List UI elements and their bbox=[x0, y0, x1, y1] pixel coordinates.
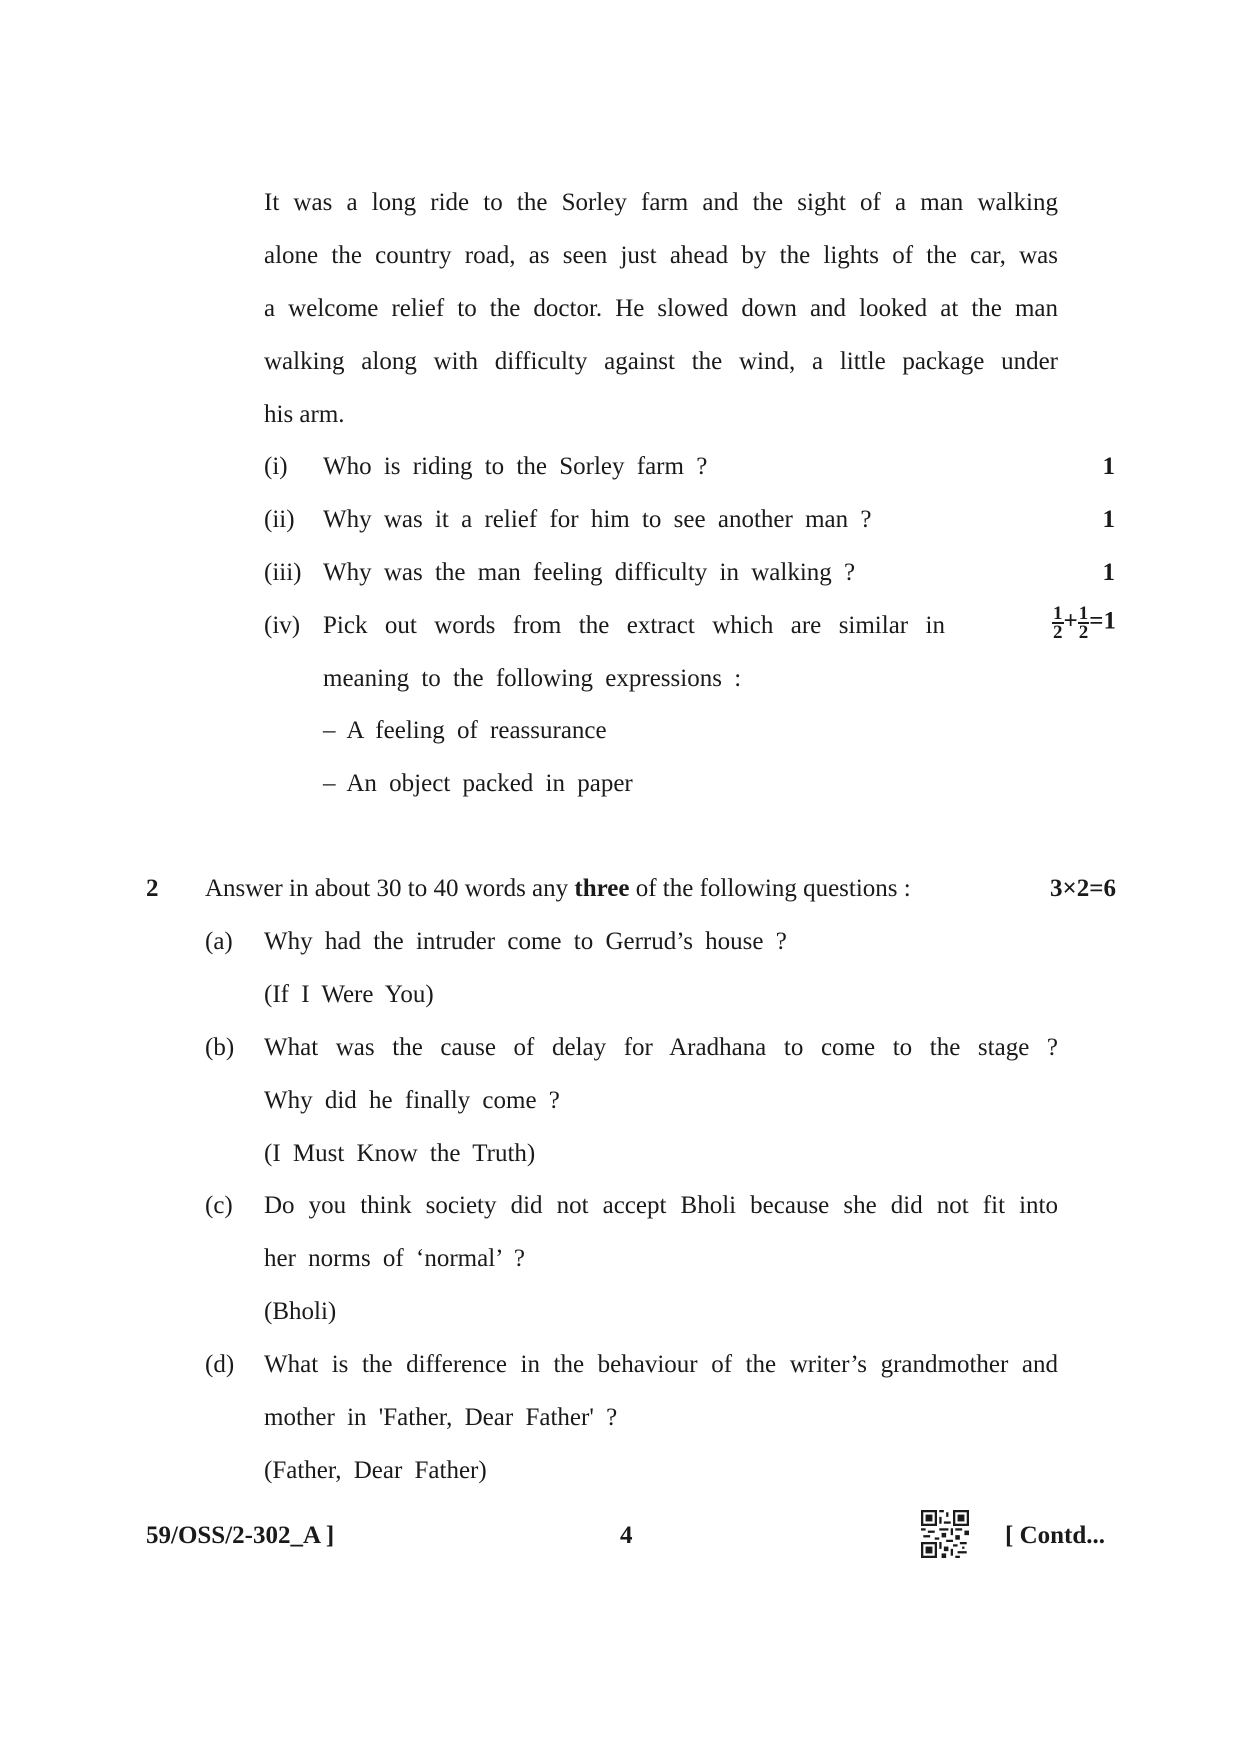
q2-item-line: What is the difference in the behaviour of the writer’s grandmother and bbox=[264, 1351, 1058, 1378]
instruction-emphasis: three bbox=[574, 875, 630, 902]
q1-item-marks: 1 bbox=[1102, 559, 1115, 586]
q1-item-label: (iii) bbox=[264, 559, 302, 586]
q2-item-label: (b) bbox=[205, 1034, 235, 1061]
q2-item-label: (d) bbox=[205, 1351, 235, 1378]
q2-item-source: (Bholi) bbox=[264, 1298, 337, 1325]
q2-item-line: Why had the intruder come to Gerrud’s house ? bbox=[264, 928, 787, 955]
passage-line: his arm. bbox=[264, 401, 345, 428]
instruction-text: of the following questions : bbox=[629, 875, 911, 902]
q2-item-line: What was the cause of delay for Aradhana to come to the stage ? bbox=[264, 1034, 1058, 1061]
q1-item-label: (iv) bbox=[264, 612, 301, 639]
q2-item-line: Why did he finally come ? bbox=[264, 1087, 560, 1114]
instruction-text: Answer in about 30 to 40 words any bbox=[205, 875, 575, 902]
question-marks: 3×2=6 bbox=[1050, 875, 1116, 902]
passage-line: a welcome relief to the doctor. He slowed down and looked at the man bbox=[264, 295, 1058, 322]
equals-sign: = bbox=[1089, 607, 1104, 635]
question-instruction bbox=[205, 874, 911, 904]
question-number: 2 bbox=[146, 875, 159, 902]
q1-item-text: Who is riding to the Sorley farm ? bbox=[323, 453, 708, 480]
fraction-numerator: 1 bbox=[1078, 603, 1089, 624]
continued-label: [ Contd... bbox=[1005, 1522, 1106, 1549]
passage-line: alone the country road, as seen just ahead by the lights of the car, was bbox=[264, 242, 1058, 269]
q2-item-source: (If I Were You) bbox=[264, 981, 434, 1008]
qr-code-icon bbox=[921, 1510, 969, 1558]
q2-item-label: (a) bbox=[205, 928, 233, 955]
marks-total: 1 bbox=[1103, 607, 1116, 635]
q2-item-label: (c) bbox=[205, 1192, 233, 1219]
fraction-numerator: 1 bbox=[1053, 603, 1063, 624]
q1-iv-marks bbox=[1012, 605, 1116, 641]
passage-line: It was a long ride to the Sorley farm and the sight of a man walking bbox=[264, 189, 1058, 216]
q2-item-line: Do you think society did not accept Bholi because she did not fit into bbox=[264, 1192, 1058, 1219]
q2-item-source: (Father, Dear Father) bbox=[264, 1457, 487, 1484]
expression-item: – A feeling of reassurance bbox=[323, 717, 607, 744]
q1-item-marks: 1 bbox=[1102, 506, 1115, 533]
q2-item-line: mother in 'Father, Dear Father' ? bbox=[264, 1404, 618, 1431]
q1-item-label: (ii) bbox=[264, 506, 295, 533]
expression-item: – An object packed in paper bbox=[323, 770, 633, 797]
q1-item-marks: 1 bbox=[1102, 453, 1115, 480]
q1-item-text: Why was the man feeling difficulty in walking ? bbox=[323, 559, 856, 586]
q1-item-text-cont: meaning to the following expressions : bbox=[323, 665, 742, 692]
q2-item-source: (I Must Know the Truth) bbox=[264, 1140, 536, 1167]
plus-sign: + bbox=[1063, 607, 1078, 635]
fraction-denominator: 2 bbox=[1078, 622, 1089, 643]
fraction-half bbox=[1052, 605, 1064, 641]
paper-code: 59/OSS/2-302_A ] bbox=[146, 1522, 335, 1549]
fraction-denominator: 2 bbox=[1053, 622, 1063, 643]
q1-item-text: Pick out words from the extract which are similar in bbox=[323, 612, 945, 639]
passage-line: walking along with difficulty against the wind, a little package under bbox=[264, 348, 1058, 375]
page-number: 4 bbox=[620, 1522, 633, 1549]
q1-item-text: Why was it a relief for him to see another man ? bbox=[323, 506, 872, 533]
q1-item-label: (i) bbox=[264, 453, 288, 480]
fraction-half bbox=[1078, 605, 1090, 641]
q2-item-line: her norms of ‘normal’ ? bbox=[264, 1245, 525, 1272]
